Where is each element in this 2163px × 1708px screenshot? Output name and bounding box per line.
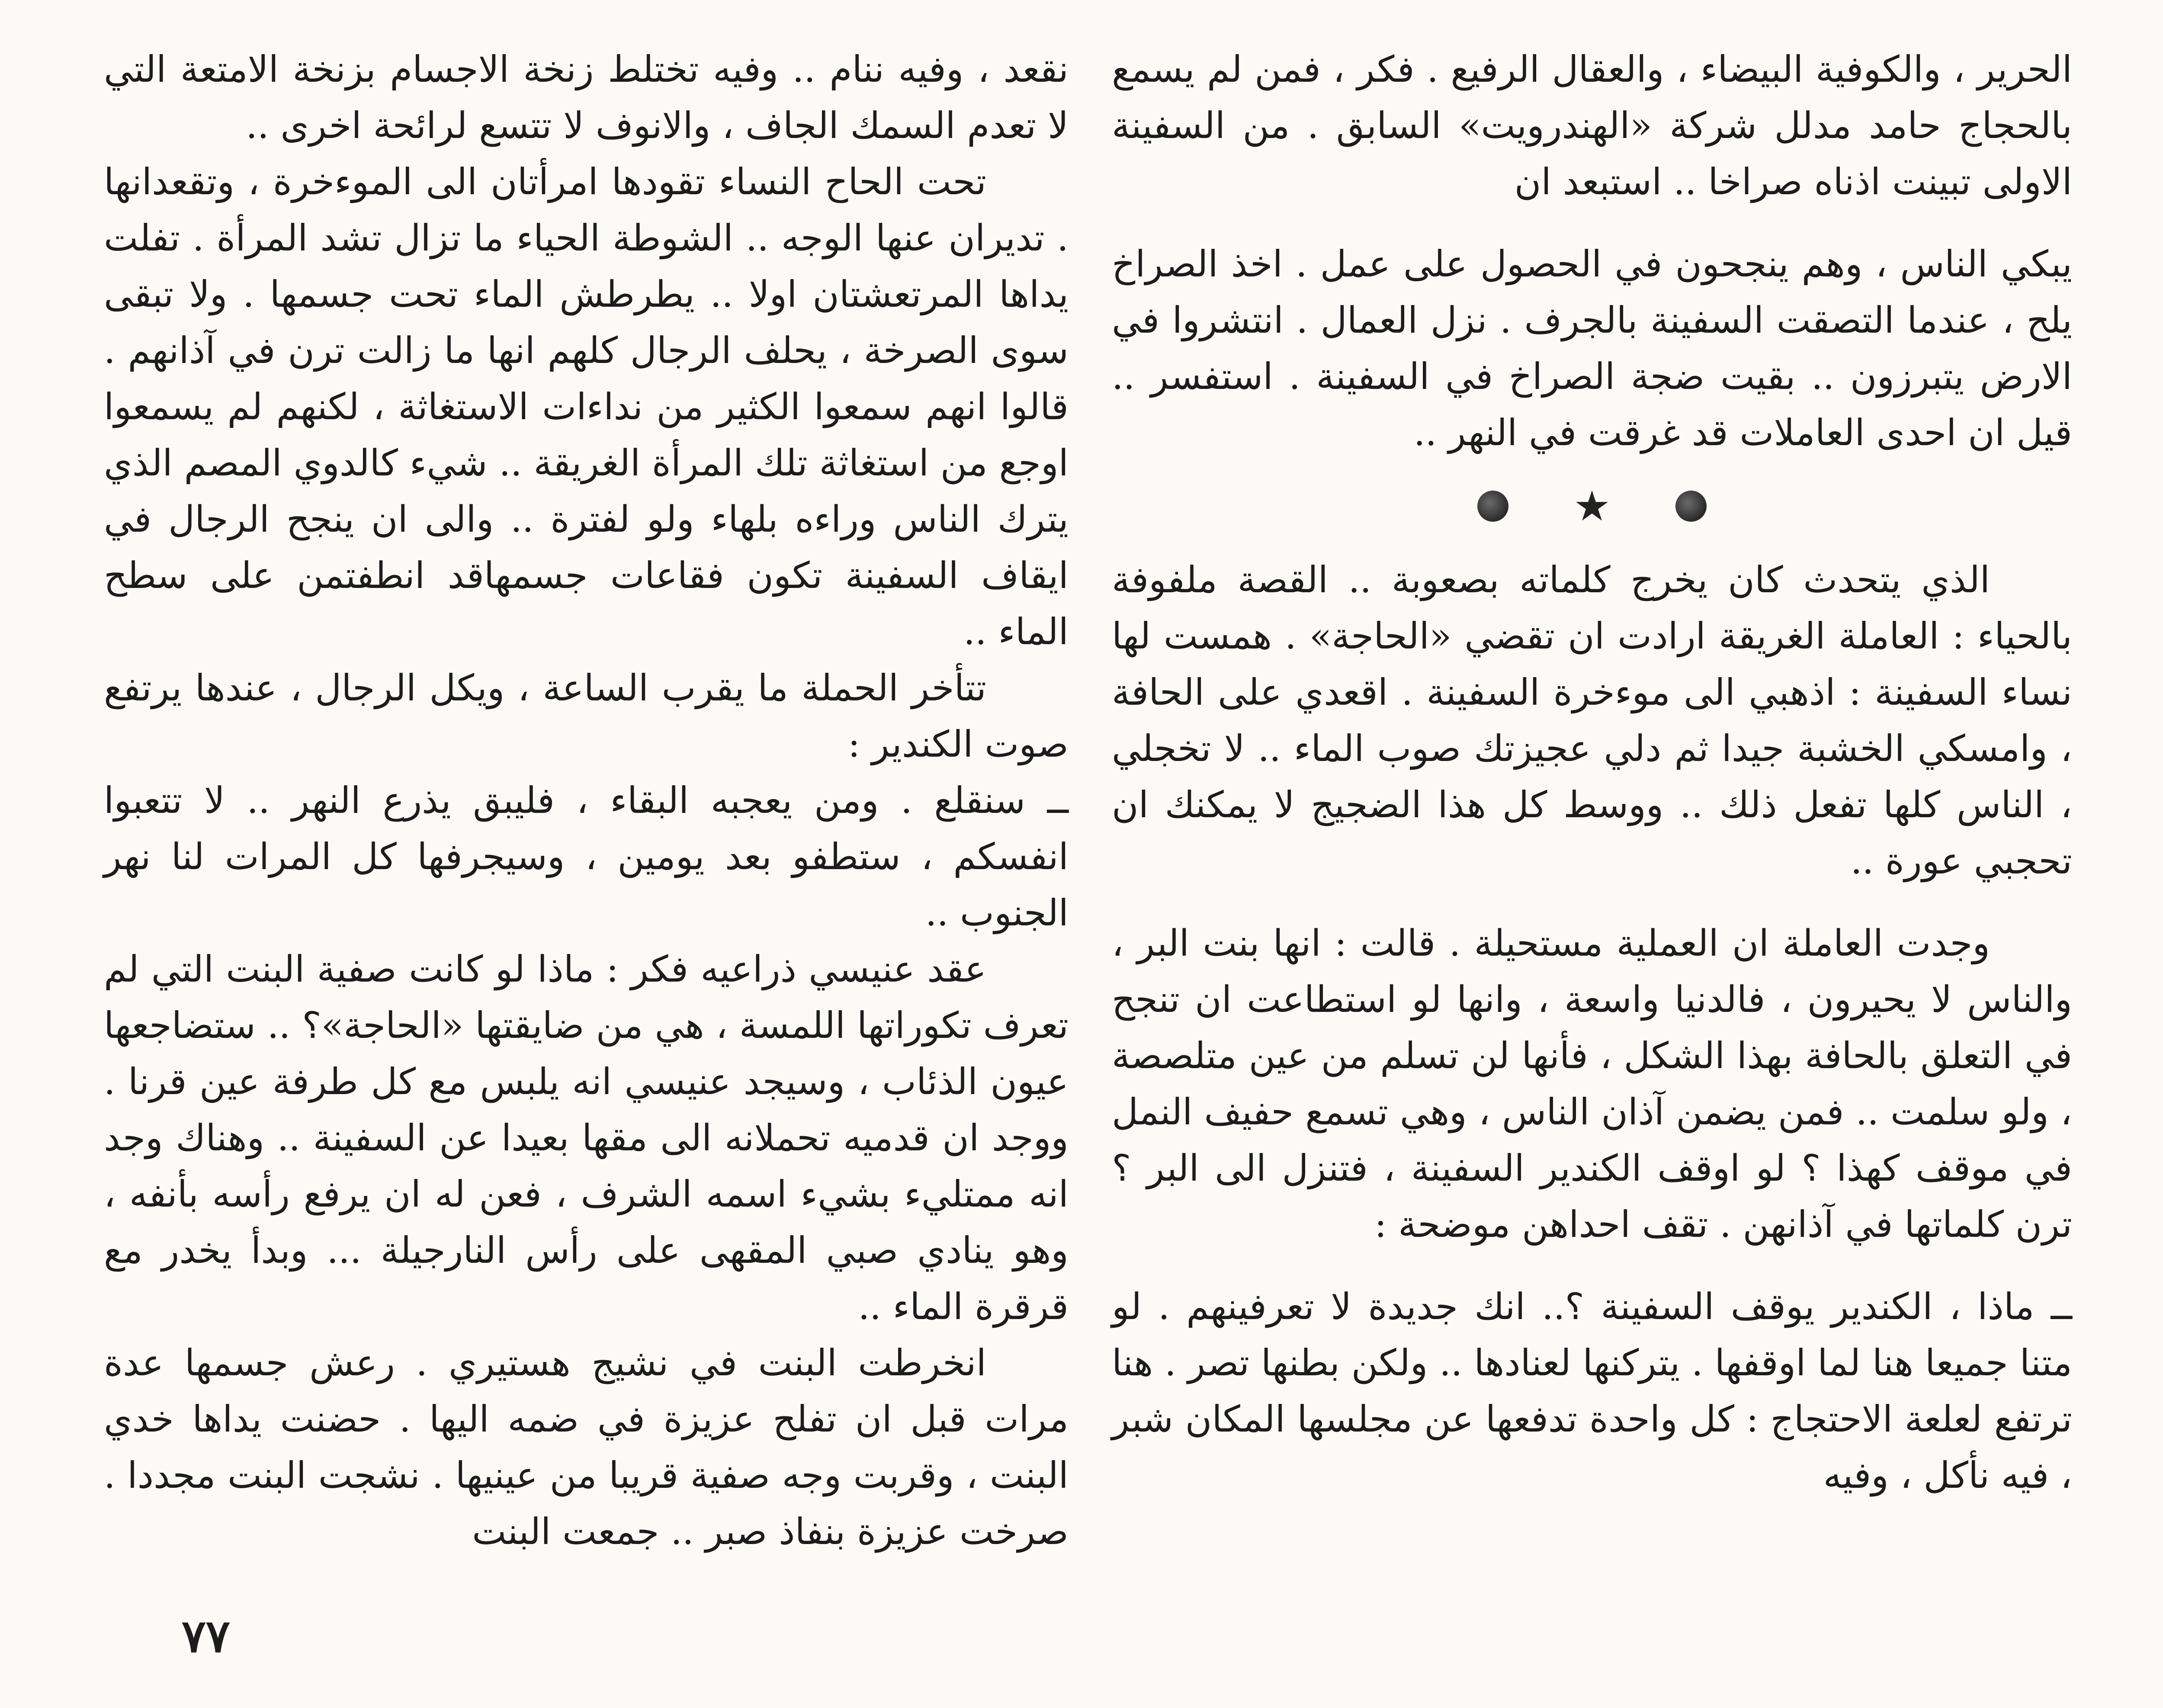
paragraph: نقعد ، وفيه ننام .. وفيه تختلط زنخة الاجسام بزنخة الامتعة التي لا تعدم السمك الجاف ، والانوف لا تتسع لرائحة اخرى .. bbox=[104, 48, 1069, 147]
bullet-dot-icon bbox=[1477, 491, 1508, 522]
left-column bbox=[104, 41, 1069, 1560]
right-column bbox=[1112, 41, 2072, 1503]
page-number: ٧٧ bbox=[182, 1609, 230, 1663]
paragraph: ــ ماذا ، الكندير يوقف السفينة ؟.. انك جديدة لا تعرفينهم . لو متنا جميعا هنا لما اوقفها . يتركنها لعنادها .. ولكن بطنها تصر . هنا ترتفع لعلعة الاحتجاج : كل واحدة تدفعها عن مجلسها المكان شبر ، فيه نأكل ، وفيه bbox=[1112, 1285, 2072, 1496]
star-icon: ★ bbox=[1573, 482, 1611, 530]
paragraph: انخرطت البنت في نشيج هستيري . رعش جسمها عدة مرات قبل ان تفلح عزيزة في ضمه اليها . حضنت يداها خدي البنت ، وقربت وجه صفية قريبا من عينيها . نشجت البنت مجددا . صرخت عزيزة بنفاذ صبر .. جمعت البنت bbox=[104, 1342, 1069, 1553]
paragraph: عقد عنيسي ذراعيه فكر : ماذا لو كانت صفية البنت التي لم تعرف تكوراتها اللمسة ، هي من ضايقتها «الحاجة»؟ .. ستضاجعها عيون الذئاب ، وسيجد عنيسي انه يلبس مع كل طرفة عين قرنا . ووجد ان قدميه تحملانه الى مقها بعيدا عن السفينة .. وهناك وجد انه ممتليء بشيء اسمه الشرف ، فعن له ان يرفع رأسه بأنفه ، وهو ينادي صبي المقهى على رأس النارجيلة ... وبدأ يخدر مع قرقرة الماء .. bbox=[104, 948, 1069, 1328]
paragraph: وجدت العاملة ان العملية مستحيلة . قالت : انها بنت البر ، والناس لا يحيرون ، فالدنيا واسعة ، وانها لو استطاعت ان تنجح في التعلق بالحافة بهذا الشكل ، فأنها لن تسلم من عين متلصصة ، ولو سلمت .. فمن يضمن آذان الناس ، وهي تسمع حفيف النمل في موقف كهذا ؟ لو اوقف الكندير السفينة ، فتنزل الى البر ؟ ترن كلماتها في آذانهن . تقف احداهن موضحة : bbox=[1112, 922, 2072, 1246]
paragraph: ــ سنقلع . ومن يعجبه البقاء ، فليبق يذرع النهر .. لا تتعبوا انفسكم ، ستطفو بعد يومين ، وسيجرفها كل المرات لنا نهر الجنوب .. bbox=[104, 779, 1069, 934]
paragraph: يبكي الناس ، وهم ينجحون في الحصول على عمل . اخذ الصراخ يلح ، عندما التصقت السفينة بالجرف . نزل العمال . انتشروا في الارض يتبرزون .. بقيت ضجة الصراخ في السفينة . استفسر .. قيل ان احدى العاملات قد غرقت في النهر .. bbox=[1112, 243, 2072, 454]
paragraph: تتأخر الحملة ما يقرب الساعة ، ويكل الرجال ، عندها يرتفع صوت الكندير : bbox=[104, 667, 1069, 765]
paragraph: تحت الحاح النساء تقودها امرأتان الى الموءخرة ، وتقعدانها . تديران عنها الوجه .. الشوطة الحياء ما تزال تشد المرأة . تفلت يداها المرتعشتان اولا .. يطرطش الماء تحت جسمها . ولا تبقى سوى الصرخة ، يحلف الرجال كلهم انها ما زالت ترن في آذانهم . قالوا انهم سمعوا الكثير من نداءات الاستغاثة ، لكنهم لم يسمعوا اوجع من استغاثة تلك المرأة الغريقة .. شيء كالدوي المصم الذي يترك الناس وراءه بلهاء ولو لفترة .. والى ان ينجح الرجال في ايقاف السفينة تكون فقاعات جسمهاقد انطفتمن على سطح الماء .. bbox=[104, 161, 1069, 653]
bullet-dot-icon bbox=[1675, 491, 1707, 522]
paragraph: الذي يتحدث كان يخرج كلماته بصعوبة .. القصة ملفوفة بالحياء : العاملة الغريقة ارادت ان تقضي «الحاجة» . همست لها نساء السفينة : اذهبي الى موءخرة السفينة . اقعدي على الحافة ، وامسكي الخشبة جيدا ثم دلي عجيزتك صوب الماء .. لا تخجلي ، الناس كلها تفعل ذلك .. ووسط كل هذا الضجيج لا يمكنك ان تحجبي عورة .. bbox=[1112, 559, 2072, 882]
section-divider bbox=[1112, 461, 2072, 552]
paragraph: الحرير ، والكوفية البيضاء ، والعقال الرفيع . فكر ، فمن لم يسمع بالحجاج حامد مدلل شركة «الهندرويت» السابق . من السفينة الاولى تبينت اذناه صراخا .. استبعد ان bbox=[1112, 48, 2072, 203]
